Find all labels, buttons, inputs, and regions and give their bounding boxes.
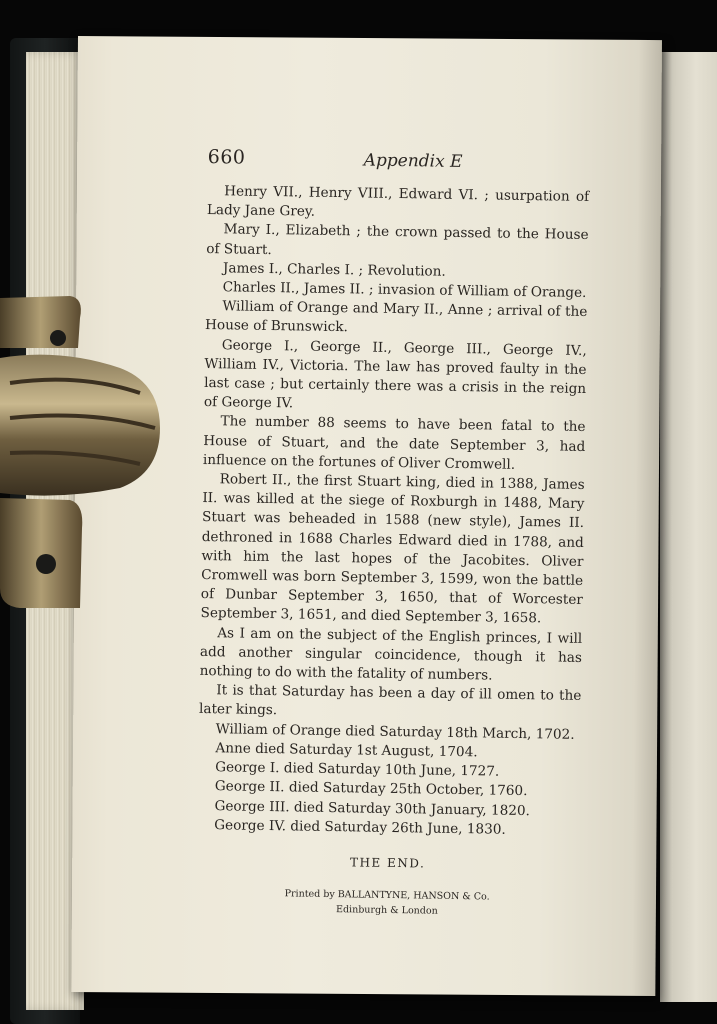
paragraph: George III. died Saturday 30th January, 1820. (214, 797, 531, 819)
paragraph: Robert II., the first Stuart king, died in 1388, James II. was killed at the siege of Roxburgh in 1488, Mary Stuart was beheaded in 1588 (new style), James II. dethroned in 1688 Charles Edward died in 1788, and with him the last hopes of the Jacobites. Oliver Cromwell was born September 3, 1599, won the battle of Dunbar September 3, 1650, that of Worcester September 3, 1651, and died September 3, 1658. (200, 471, 585, 627)
printer-line: Printed by BALLANTYNE, HANSON & Co. (284, 888, 490, 903)
paragraph: As I am on the subject of the English princes, I will add another singular coincidence, though it has nothing to do with the fatality of numbers. (199, 624, 583, 684)
body-text (197, 182, 589, 841)
running-head: Appendix E (363, 150, 463, 172)
paragraph: George IV. died Saturday 26th June, 1830. (214, 816, 506, 838)
paragraph: Anne died Saturday 1st August, 1704. (215, 740, 478, 761)
facing-page-edge (660, 52, 717, 1002)
printer-location: Edinburgh & London (335, 904, 438, 917)
page-header (207, 140, 590, 184)
page-number: 660 (207, 145, 246, 169)
brass-clasp-icon (0, 288, 165, 618)
paragraph: James I., Charles I. ; Revolution. (222, 260, 446, 280)
paragraph: Henry VII., Henry VIII., Edward VI. ; usurpation of Lady Jane Grey. (206, 183, 590, 220)
paragraph: George II. died Saturday 25th October, 1760. (214, 778, 528, 800)
printer-imprint (196, 885, 578, 921)
paragraph: George I. died Saturday 10th June, 1727. (215, 759, 500, 780)
paragraph: George I., George II., George III., George IV., William IV., Victoria. The law has proved faulty in the last case ; but certainly there was a crisis in the reign of George IV. (203, 336, 587, 412)
paragraph: The number 88 seems to have been fatal to the House of Stuart, and the date September 3, had influence on the fortunes of Oliver Cromwell. (202, 413, 586, 473)
the-end: THE END. (349, 855, 426, 871)
paragraph: Charles II., James II. ; invasion of William of Orange. (222, 279, 587, 301)
paragraph: William of Orange and Mary II., Anne ; arrival of the House of Brunswick. (204, 298, 588, 336)
page-content (196, 140, 590, 921)
paragraph: Mary I., Elizabeth ; the crown passed to the House of Stuart. (206, 221, 589, 258)
paragraph: It is that Saturday has been a day of ill omen to the later kings. (198, 682, 582, 719)
paragraph: William of Orange died Saturday 18th March, 1702. (215, 720, 575, 743)
